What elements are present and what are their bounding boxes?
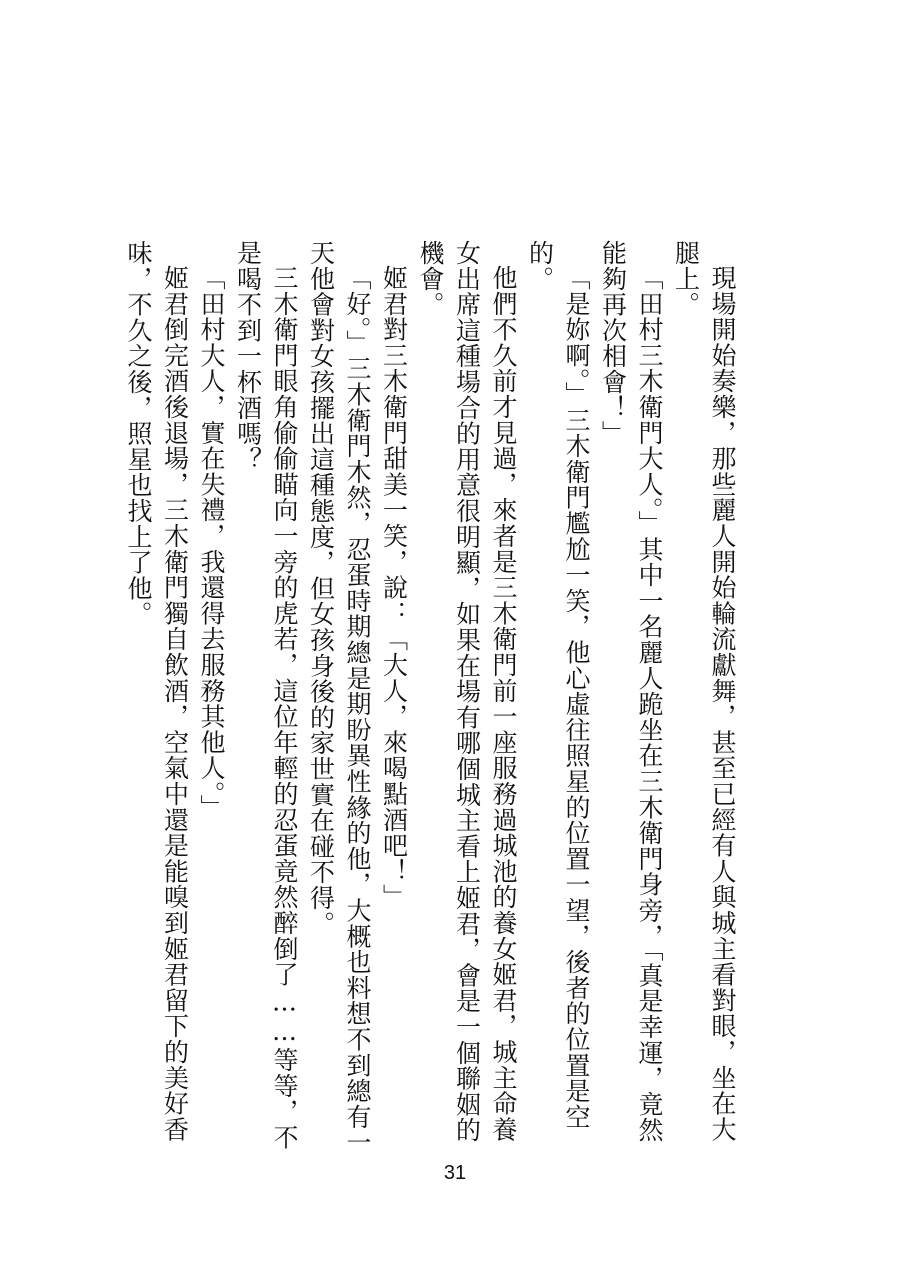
paragraph: 三木衛門眼角偷偷瞄向一旁的虎若，這位年輕的忍蛋竟然醉倒了……等等，不是喝不到一杯酒嗎？ xyxy=(233,240,299,1151)
paragraph: 他們不久前才見過，來者是三木衛門前一座服務過城池的養女姬君，城主命養女出席這種場合的用意很明顯，如果在場有哪個城主看上姬君，會是一個聯姻的機會。 xyxy=(416,240,518,1143)
page-number: 31 xyxy=(443,1162,467,1184)
vertical-text-body xyxy=(120,240,741,1160)
paragraph: 「好。」三木衛門木然，忍蛋時期總是期盼異性緣的他，大概也料想不到總有一天他會對女孩擺出這種態度，但女孩身後的家世實在碰不得。 xyxy=(306,240,372,1156)
paragraph: 「田村大人，實在失禮，我還得去服務其他人。」 xyxy=(197,265,226,821)
paragraph: 「是妳啊。」三木衛門尷尬一笑，他心虛往照星的位置一望，後者的位置是空的。 xyxy=(525,240,591,1130)
paragraph: 姬君對三木衛門甜美一笑，說：「大人，來喝點酒吧！」 xyxy=(379,265,409,910)
paragraph: 現場開始奏樂，那些麗人開始輪流獻舞，甚至已經有人與城主看對眼，坐在大腿上。 xyxy=(671,240,737,1143)
paragraph: 姬君倒完酒後退場，三木衛門獨自飲酒，空氣中還是能嗅到姬君留下的美好香味，不久之後，照星也找上了他。 xyxy=(124,240,190,1143)
paragraph: 「田村三木衛門大人。」其中一名麗人跪坐在三木衛門身旁，「真是幸運，竟然能夠再次相會！」 xyxy=(598,240,664,1143)
